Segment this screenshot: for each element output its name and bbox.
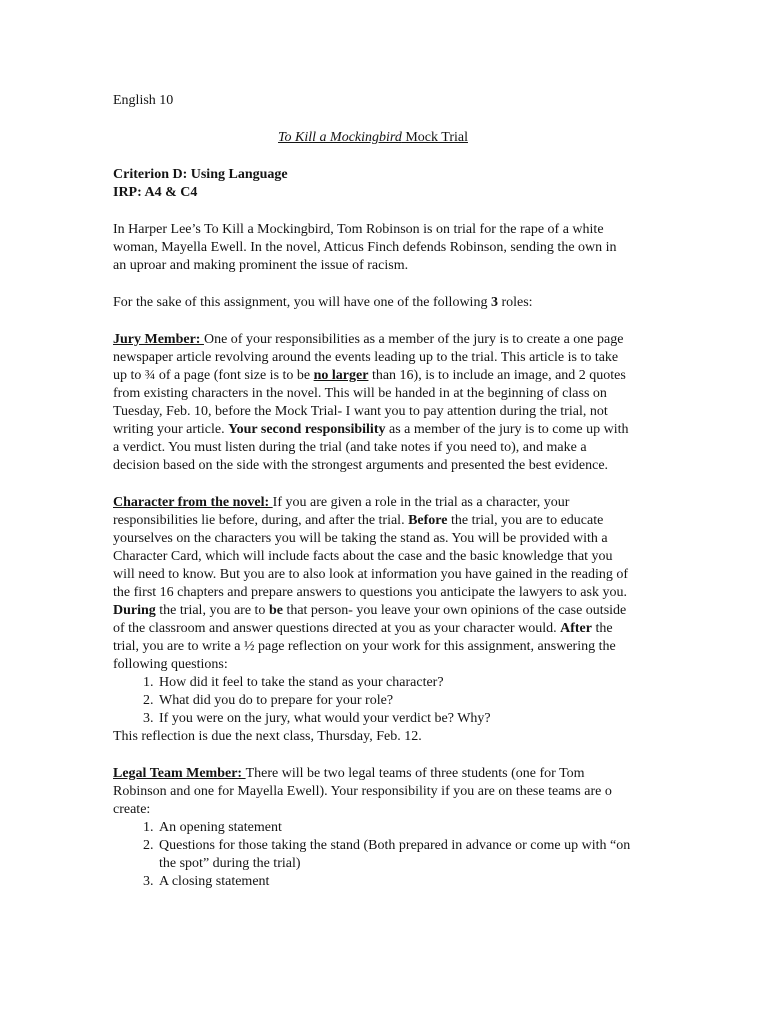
list-item: 2. What did you do to prepare for your role? bbox=[157, 692, 633, 710]
legal-tasks-list bbox=[113, 819, 633, 891]
character-text-2: the trial, you are to educate yourselves on the characters you will be taking the stand as. You will be provided with a Character Card, which will include facts about the case and the basic knowledge that you will need to know. But you are to also look at information you have gained in the reading of the first 16 chapters and prepare answers to questions you anticipate the lawyers to ask you. bbox=[113, 513, 629, 600]
character-after-word: After bbox=[560, 621, 592, 636]
list-item: 2. Questions for those taking the stand (Both prepared in advance or come up with “on the spot” during the trial) bbox=[157, 837, 633, 873]
roles-count: 3 bbox=[490, 295, 498, 310]
legal-text: There will be two legal teams of three students (one for Tom Robinson and one for Mayella Ewell). Your responsibility if you are on these teams are o create: bbox=[113, 766, 612, 817]
list-item: 3. If you were on the jury, what would your verdict be? Why? bbox=[157, 710, 633, 728]
jury-emphasis: no larger bbox=[313, 368, 369, 383]
roles-intro-after: roles: bbox=[497, 295, 533, 310]
character-be-word: be bbox=[268, 603, 283, 618]
irp-line: IRP: A4 & C4 bbox=[113, 185, 198, 200]
jury-paragraph bbox=[113, 331, 633, 475]
course-label: English 10 bbox=[113, 93, 174, 108]
document-body bbox=[113, 92, 633, 891]
roles-intro-before: For the sake of this assignment, you will have one of the following bbox=[113, 295, 491, 310]
character-paragraph bbox=[113, 494, 633, 674]
jury-bold-phrase: Your second responsibility bbox=[228, 422, 386, 437]
character-heading: Character from the novel: bbox=[113, 495, 273, 510]
document-title bbox=[113, 129, 633, 147]
jury-text-3: as a member of the jury is to come up with a verdict. You must listen during the trial (and take notes if you need to), and make a decision based on the side with the strongest arguments and presented the best evidence. bbox=[113, 422, 629, 473]
list-item: 1. An opening statement bbox=[157, 819, 633, 837]
jury-text-1: One of your responsibilities as a member of the jury is to create a one page newspaper article revolving around the events leading up to the trial. This article is to take up to ¾ of a page (font size is to be bbox=[113, 332, 624, 383]
intro-paragraph: In Harper Lee’s To Kill a Mockingbird, Tom Robinson is on trial for the rape of a white woman, Mayella Ewell. In the novel, Atticus Finch defends Robinson, sending the own in an uproar and making prominent the issue of racism. bbox=[113, 222, 617, 273]
jury-text-2: than 16), is to include an image, and 2 quotes from existing characters in the novel. This will be handed in at the beginning of class on Tuesday, Feb. 10, before the Mock Trial- I want you to pay attention during the trial, not writing your article. bbox=[113, 368, 626, 437]
list-item: 3. A closing statement bbox=[157, 873, 633, 891]
character-during-word: During bbox=[113, 603, 156, 618]
legal-heading: Legal Team Member: bbox=[113, 766, 246, 781]
reflection-questions-list bbox=[113, 674, 633, 728]
legal-paragraph bbox=[113, 765, 633, 819]
roles-intro-paragraph bbox=[113, 294, 633, 312]
criterion-line: Criterion D: Using Language bbox=[113, 167, 288, 182]
title-book-name: To Kill a Mockingbird bbox=[278, 130, 402, 145]
jury-heading: Jury Member: bbox=[113, 332, 204, 347]
title-suffix: Mock Trial bbox=[401, 130, 468, 145]
list-item: 1. How did it feel to take the stand as your character? bbox=[157, 674, 633, 692]
character-text-5: the trial, you are to write a ½ page reflection on your work for this assignment, answering the following questions: bbox=[113, 621, 616, 672]
character-text-3: the trial, you are to bbox=[155, 603, 269, 618]
character-before-word: Before bbox=[408, 513, 448, 528]
character-text-4: that person- you leave your own opinions of the case outside of the classroom and answer questions directed at you as your character would. bbox=[113, 603, 627, 636]
reflection-due-line: This reflection is due the next class, Thursday, Feb. 12. bbox=[113, 729, 422, 744]
criteria-block bbox=[113, 166, 633, 202]
character-text-1: If you are given a role in the trial as a character, your responsibilities lie before, during, and after the trial. bbox=[113, 495, 570, 528]
